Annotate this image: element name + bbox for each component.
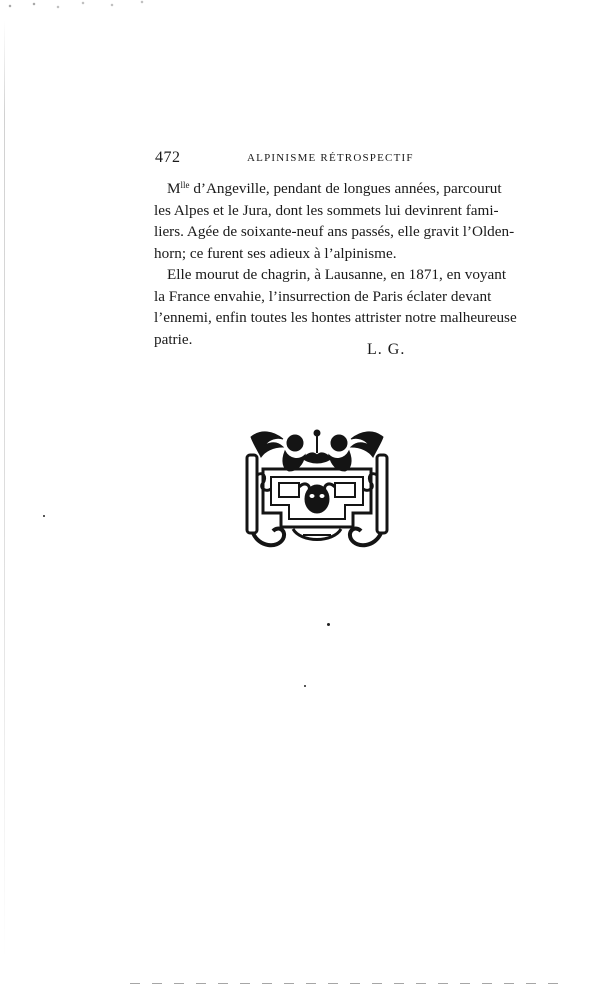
scan-edge-shadow <box>4 20 5 960</box>
scan-bottom-artifact <box>130 983 570 984</box>
running-head <box>155 149 455 169</box>
running-title: ALPINISME RÉTROSPECTIF <box>247 152 414 164</box>
paragraph-1-line-1 <box>154 175 502 200</box>
text-run: M <box>167 180 181 197</box>
paragraph-2-line-1: Elle mourut de chagrin, à Lausanne, en 1871, en voyant <box>167 266 507 283</box>
scan-speckle <box>0 0 170 14</box>
ink-speck <box>327 623 330 626</box>
paragraph-1-line-3: liers. Agée de soixante-neuf ans passés, elle gravit l’Olden- <box>154 223 515 240</box>
paragraph-2-line-3: l’ennemi, enfin toutes les hontes attrister notre malheureuse <box>154 309 517 326</box>
author-signature: L. G. <box>367 341 406 358</box>
ink-speck <box>43 515 45 517</box>
paragraph-1-line-4: horn; ce furent ses adieux à l’alpinisme. <box>154 244 397 262</box>
text-run: d’Angeville, pendant de longues années, parcourut <box>189 180 502 197</box>
paragraph-1-line-2: les Alpes et le Jura, dont les sommets lui devinrent fami- <box>154 201 499 219</box>
superscript: lle <box>180 180 190 190</box>
cherub-vignette-icon <box>243 425 391 553</box>
body-text <box>154 175 517 350</box>
ink-speck <box>304 685 306 687</box>
paragraph-2-line-4: patrie. <box>154 330 193 348</box>
paragraph-2-line-2: la France envahie, l’insurrection de Paris éclater devant <box>154 287 492 305</box>
page-number: 472 <box>155 149 181 166</box>
